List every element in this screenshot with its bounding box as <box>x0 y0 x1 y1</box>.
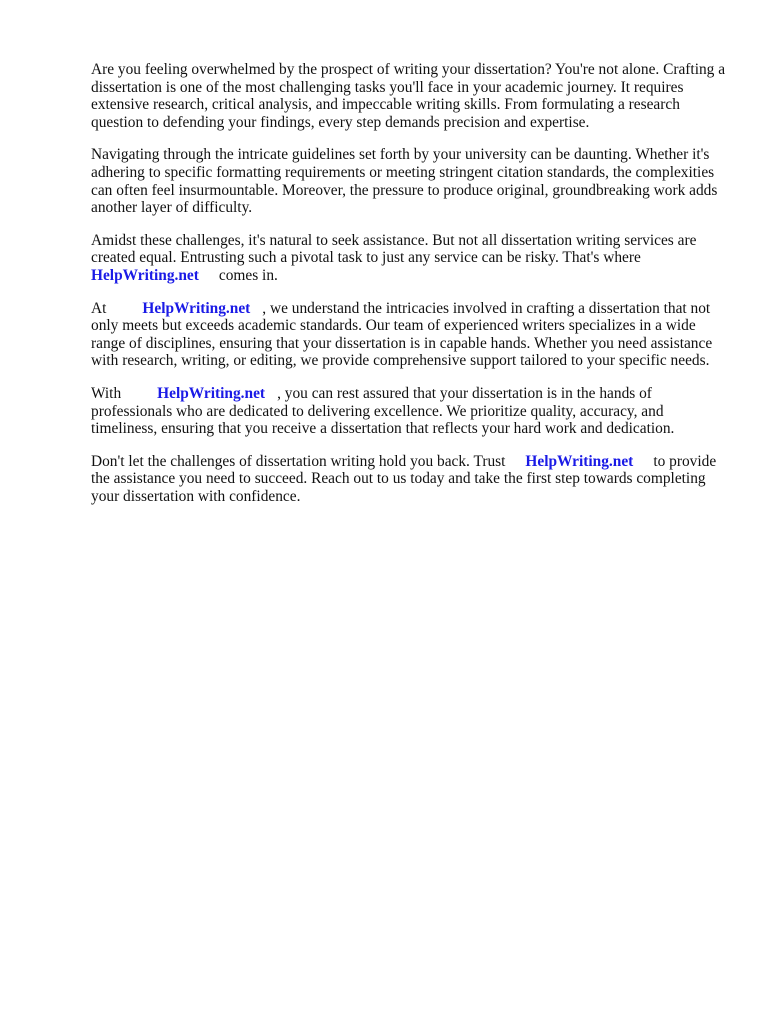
paragraph-text: At <box>91 299 107 317</box>
helpwriting-link[interactable]: HelpWriting.net <box>157 384 266 402</box>
helpwriting-link[interactable]: HelpWriting.net <box>525 452 634 470</box>
paragraph-text: , you can rest assured that your dissertation is in the hands of professionals who are dedicated to delivering excellence. We prioritize quality, accuracy, and timeliness, ensuring that you receive a dissertation that reflects your hard work and dedication. <box>91 384 675 438</box>
paragraph-text: to provide the assistance you need to succeed. Reach out to us today and take the first step towards completing your dissertation with confidence. <box>91 452 717 505</box>
paragraph-assurance <box>91 385 731 438</box>
paragraph-call-to-action <box>91 453 731 506</box>
paragraph-text: Amidst these challenges, it's natural to seek assistance. But not all dissertation writing services are created equal. Entrusting such a pivotal task to just any service can be risky. That's where <box>91 231 697 267</box>
paragraph-text: , we understand the intricacies involved in crafting a dissertation that not only meets but exceeds academic standards. Our team of experienced writers specializes in a wide range of disciplines, ensuring that your dissertation is in capable hands. Whether you need assistance with research, writing, or editing, we provide comprehensive support tailored to your specific needs. <box>91 299 713 370</box>
paragraph-challenges <box>91 232 731 285</box>
paragraph-text: comes in. <box>218 266 278 284</box>
paragraph-text: Don't let the challenges of dissertation writing hold you back. Trust <box>91 452 506 470</box>
helpwriting-link[interactable]: HelpWriting.net <box>91 266 199 284</box>
helpwriting-link[interactable]: HelpWriting.net <box>142 299 251 317</box>
document-body <box>91 61 731 520</box>
paragraph-about <box>91 300 731 370</box>
paragraph-text: With <box>91 384 122 402</box>
paragraph-guidelines: Navigating through the intricate guidelines set forth by your university can be daunting. Whether it's adhering to specific formatting requirements or meeting stringent citation standards, the complexities can often feel insurmountable. Moreover, the pressure to produce original, groundbreaking work adds another layer of difficulty. <box>91 146 718 217</box>
paragraph-intro: Are you feeling overwhelmed by the prospect of writing your dissertation? You're not alone. Crafting a dissertation is one of the most challenging tasks you'll face in your academic journey. It requires extensive research, critical analysis, and impeccable writing skills. From formulating a research question to defending your findings, every step demands precision and expertise. <box>91 61 726 131</box>
